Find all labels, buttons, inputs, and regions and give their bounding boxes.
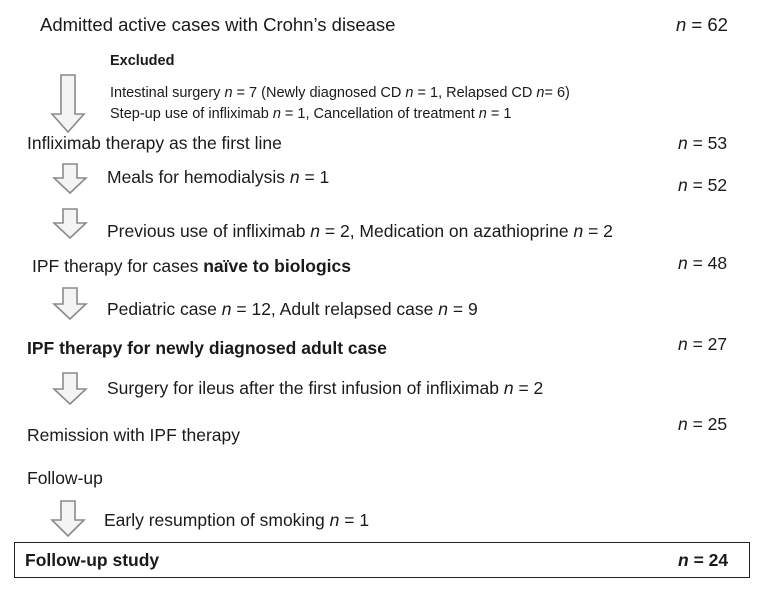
- final-cohort-count: n = 24: [678, 550, 729, 570]
- exclusion-hemodialysis: Meals for hemodialysis n = 1: [107, 167, 330, 187]
- exclusion-stepup: Step-up use of infliximab n = 1, Cancellation of treatment n = 1: [110, 106, 512, 122]
- after-hemodialysis-count: n = 52: [678, 175, 728, 195]
- down-arrow-icon: [52, 372, 88, 406]
- down-arrow-icon: [52, 208, 88, 240]
- count-value: = 62: [686, 14, 728, 35]
- exclusion-previous-ifx-aza: Previous use of infliximab n = 2, Medication on azathioprine n = 2: [107, 221, 613, 241]
- naive-biologics-count: n = 48: [678, 253, 728, 273]
- down-arrow-icon: [50, 74, 86, 134]
- down-arrow-icon: [52, 163, 88, 195]
- followup-label: Follow-up: [27, 468, 103, 488]
- exclusion-pediatric-relapsed: Pediatric case n = 12, Adult relapsed case n = 9: [107, 299, 478, 319]
- exclusion-surgery: Intestinal surgery n = 7 (Newly diagnosed CD n = 1, Relapsed CD n= 6): [110, 85, 570, 101]
- ifx-first-line-label: Infliximab therapy as the first line: [27, 133, 282, 153]
- ifx-first-line-count: n = 53: [678, 133, 728, 153]
- exclusion-smoking: Early resumption of smoking n = 1: [104, 510, 370, 530]
- excluded-title: Excluded: [110, 53, 175, 69]
- final-cohort-label: Follow-up study: [25, 550, 160, 570]
- newly-diagnosed-adult-count: n = 27: [678, 334, 728, 354]
- admitted-label: Admitted active cases with Crohn’s disease: [40, 14, 396, 35]
- remission-label: Remission with IPF therapy: [27, 425, 240, 445]
- admitted-count: [676, 14, 728, 36]
- exclusion-ileus-surgery: Surgery for ileus after the first infusion of infliximab n = 2: [107, 378, 544, 398]
- down-arrow-icon: [50, 500, 86, 538]
- naive-biologics-label: IPF therapy for cases naïve to biologics: [32, 256, 351, 276]
- down-arrow-icon: [52, 287, 88, 321]
- newly-diagnosed-adult-label: IPF therapy for newly diagnosed adult case: [27, 338, 387, 358]
- n-symbol: n: [676, 14, 687, 35]
- remission-count: n = 25: [678, 414, 728, 434]
